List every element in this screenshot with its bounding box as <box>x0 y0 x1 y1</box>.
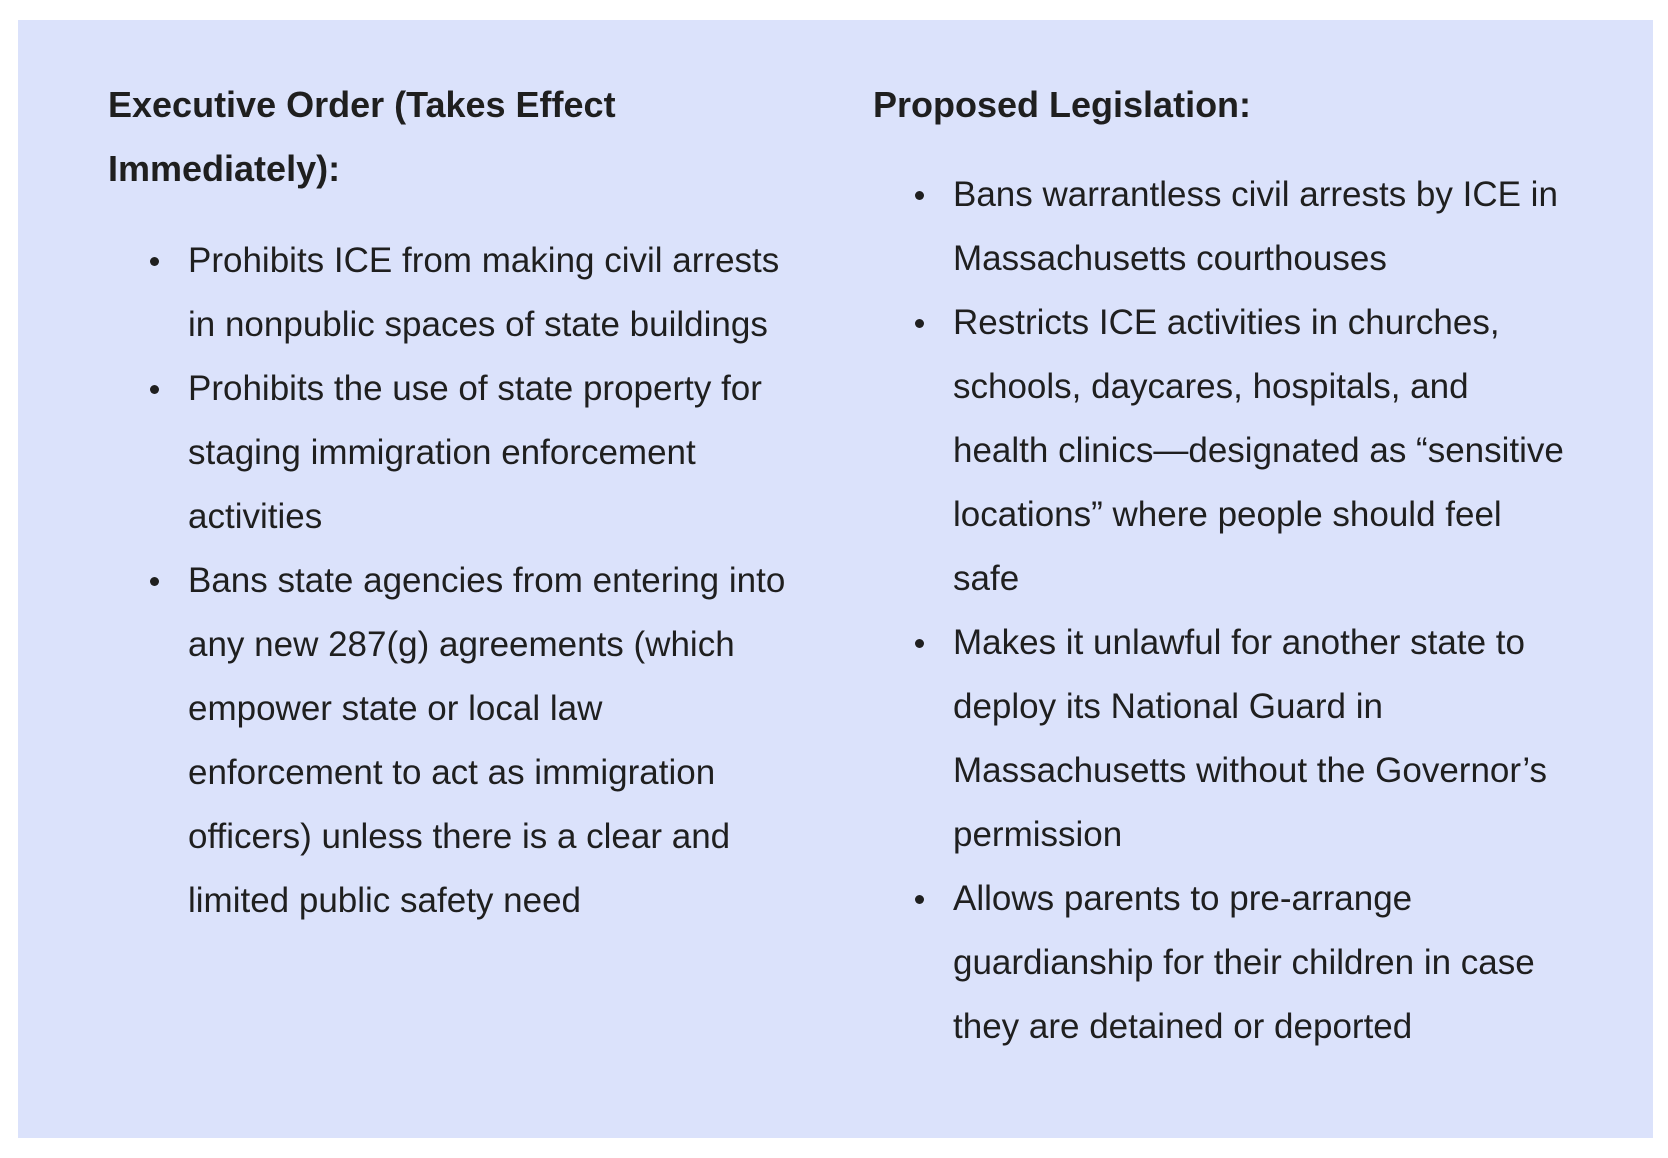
list-item-text: Allows parents to pre-arrange guardianship for their children in case they are detained or deported <box>953 879 1535 1046</box>
executive-order-column <box>108 73 808 933</box>
list-item <box>108 357 808 549</box>
bullet-icon <box>915 319 924 328</box>
list-item-text: Makes it unlawful for another state to deploy its National Guard in Massachusetts without the Governor’s permission <box>953 623 1547 854</box>
bullet-icon <box>915 895 924 904</box>
bullet-icon <box>150 577 159 586</box>
list-item-text: Bans warrantless civil arrests by ICE in Massachusetts courthouses <box>953 175 1558 278</box>
proposed-legislation-heading: Proposed Legislation: <box>873 84 1252 125</box>
info-panel <box>18 20 1653 1138</box>
executive-order-list <box>108 229 808 933</box>
list-item-text: Prohibits the use of state property for staging immigration enforcement activities <box>188 369 762 536</box>
bullet-icon <box>150 257 159 266</box>
list-item <box>108 549 808 933</box>
list-item <box>873 291 1573 611</box>
proposed-legislation-column <box>873 73 1573 1059</box>
list-item-text: Bans state agencies from entering into any new 287(g) agreements (which empower state or local law enforcement to act as immigration officers) unless there is a clear and limited public safety need <box>188 561 786 920</box>
list-item <box>873 163 1573 291</box>
bullet-icon <box>915 639 924 648</box>
bullet-icon <box>150 385 159 394</box>
list-item <box>873 611 1573 867</box>
list-item <box>873 867 1573 1059</box>
list-item <box>108 229 808 357</box>
bullet-icon <box>915 191 924 200</box>
executive-order-heading: Executive Order (Takes Effect Immediately): <box>108 84 616 189</box>
proposed-legislation-list <box>873 163 1573 1059</box>
list-item-text: Restricts ICE activities in churches, schools, daycares, hospitals, and health clinics—designated as “sensitive locations” where people should feel safe <box>953 303 1564 598</box>
list-item-text: Prohibits ICE from making civil arrests in nonpublic spaces of state buildings <box>188 241 780 344</box>
